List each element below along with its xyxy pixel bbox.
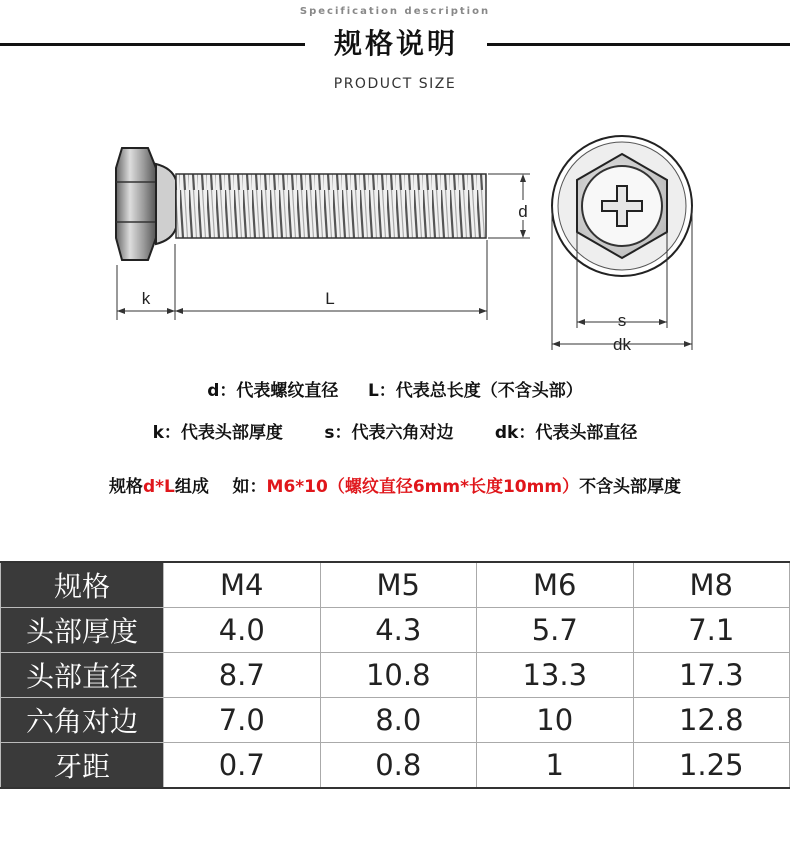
table-row — [1, 608, 790, 653]
table-cell: M8 — [633, 562, 790, 608]
d-label: d — [518, 202, 528, 221]
dk-label: dk — [613, 335, 631, 354]
table-cell: 7.0 — [164, 698, 321, 743]
description-line-d-L: d：代表螺纹直径 L：代表总长度（不含头部） — [207, 381, 583, 401]
bolt-thread-shank — [176, 174, 486, 238]
description-line-spec-example — [0, 472, 790, 497]
table-cell: 17.3 — [633, 653, 790, 698]
table-row — [1, 743, 790, 789]
table-row — [1, 653, 790, 698]
table-cell: M5 — [320, 562, 477, 608]
row-label: 规格 — [1, 562, 164, 608]
table-cell: 1.25 — [633, 743, 790, 789]
spec-example: M6*10（螺纹直径6mm*长度10mm） — [266, 477, 580, 497]
spec-prefix: 规格 — [108, 477, 143, 497]
table-cell: 8.0 — [320, 698, 477, 743]
k-L-dimension — [117, 240, 487, 320]
table-cell: 8.7 — [164, 653, 321, 698]
table-cell: 10.8 — [320, 653, 477, 698]
table-row — [1, 562, 790, 608]
row-label: 六角对边 — [1, 698, 164, 743]
table-cell: 10 — [477, 698, 634, 743]
spec-suffix: 不含头部厚度 — [579, 477, 682, 497]
table-cell: 13.3 — [477, 653, 634, 698]
bolt-dimension-diagram — [90, 110, 710, 360]
title-rule-left — [0, 43, 305, 46]
table-cell: 5.7 — [477, 608, 634, 653]
table-cell: M6 — [477, 562, 634, 608]
L-label: L — [325, 289, 335, 308]
s-label: s — [617, 311, 627, 330]
description-line-k-s-dk: k：代表头部厚度 s：代表六角对边 dk：代表头部直径 — [152, 423, 638, 443]
table-cell: 0.8 — [320, 743, 477, 789]
spec-description-heading: Specification description — [299, 6, 491, 17]
table-cell: 4.3 — [320, 608, 477, 653]
bolt-head-side — [116, 148, 176, 260]
page-title: 规格说明 — [333, 27, 458, 60]
row-label: 头部厚度 — [1, 608, 164, 653]
k-label: k — [141, 289, 151, 308]
title-rule-right — [487, 43, 790, 46]
table-cell: 7.1 — [633, 608, 790, 653]
spec-mid: 组成 如： — [174, 477, 267, 497]
page-subtitle: PRODUCT SIZE — [333, 76, 457, 92]
table-row — [1, 698, 790, 743]
row-label: 头部直径 — [1, 653, 164, 698]
table-cell: M4 — [164, 562, 321, 608]
bolt-head-top-view — [552, 136, 692, 276]
spec-table — [0, 561, 790, 789]
table-cell: 4.0 — [164, 608, 321, 653]
table-cell: 12.8 — [633, 698, 790, 743]
row-label: 牙距 — [1, 743, 164, 789]
table-cell: 1 — [477, 743, 634, 789]
table-cell: 0.7 — [164, 743, 321, 789]
spec-formula: d*L — [142, 477, 175, 497]
